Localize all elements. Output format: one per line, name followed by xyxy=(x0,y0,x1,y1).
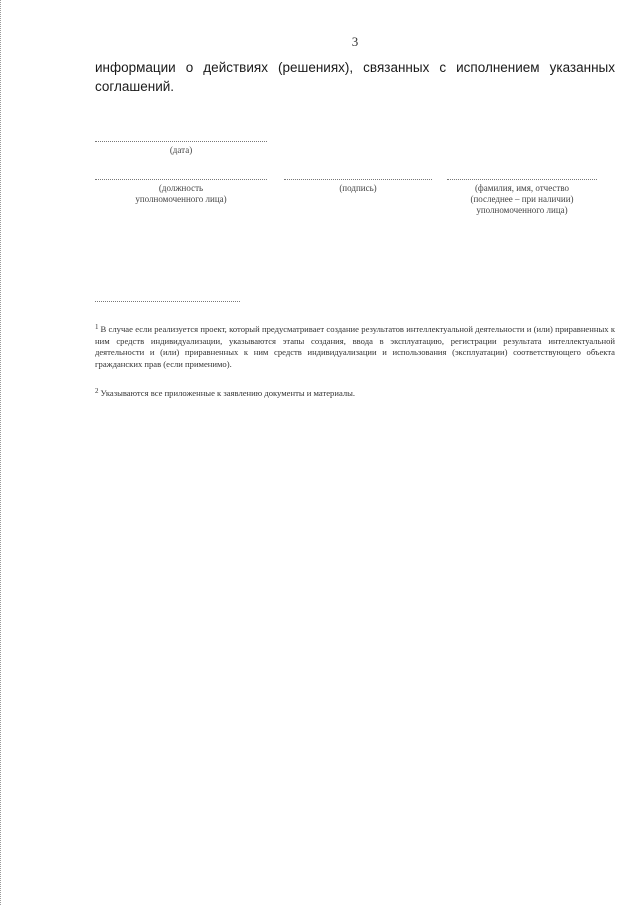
full-name-caption-line-3: уполномоченного лица) xyxy=(476,205,568,215)
signature-caption: (подпись) xyxy=(339,183,377,193)
footnote-text-2: Указываются все приложенные к заявлению документы и материалы. xyxy=(100,388,356,398)
position-caption-line-1: (должность xyxy=(158,183,204,193)
position-caption xyxy=(95,183,267,205)
date-line xyxy=(95,141,267,142)
full-name-caption xyxy=(440,183,604,216)
page-number: 3 xyxy=(351,34,359,49)
date-caption: (дата) xyxy=(169,145,193,155)
footnote-text-1: В случае если реализуется проект, который предусматривает создание результатов интеллектуальной деятельности и (или) приравненных к ним средств индивидуализации, указываются этапы создания, ввода в эксплуатацию, регистрации результата интеллектуальной деятельности и (или) приравненных к ним средств индивидуализации и использования (эксплуатации) соответствующего объекта гражданских прав (если применимо). xyxy=(95,324,615,369)
full-name-caption-line-2: (последнее – при наличии) xyxy=(470,194,574,204)
position-line xyxy=(95,179,267,180)
page-left-edge xyxy=(0,0,2,905)
footnote-1 xyxy=(95,322,615,370)
footnote-separator xyxy=(95,301,240,302)
footnote-2 xyxy=(95,386,615,400)
body-paragraph: информации о действиях (решениях), связанных с исполнением указанных соглашений. xyxy=(95,60,615,94)
signature-line xyxy=(284,179,432,180)
full-name-caption-line-1: (фамилия, имя, отчество xyxy=(474,183,570,193)
full-name-line xyxy=(447,179,597,180)
position-caption-line-2: уполномоченного лица) xyxy=(135,194,227,204)
footnote-mark-2: 2 xyxy=(95,387,99,395)
footnote-mark-1: 1 xyxy=(95,323,99,331)
